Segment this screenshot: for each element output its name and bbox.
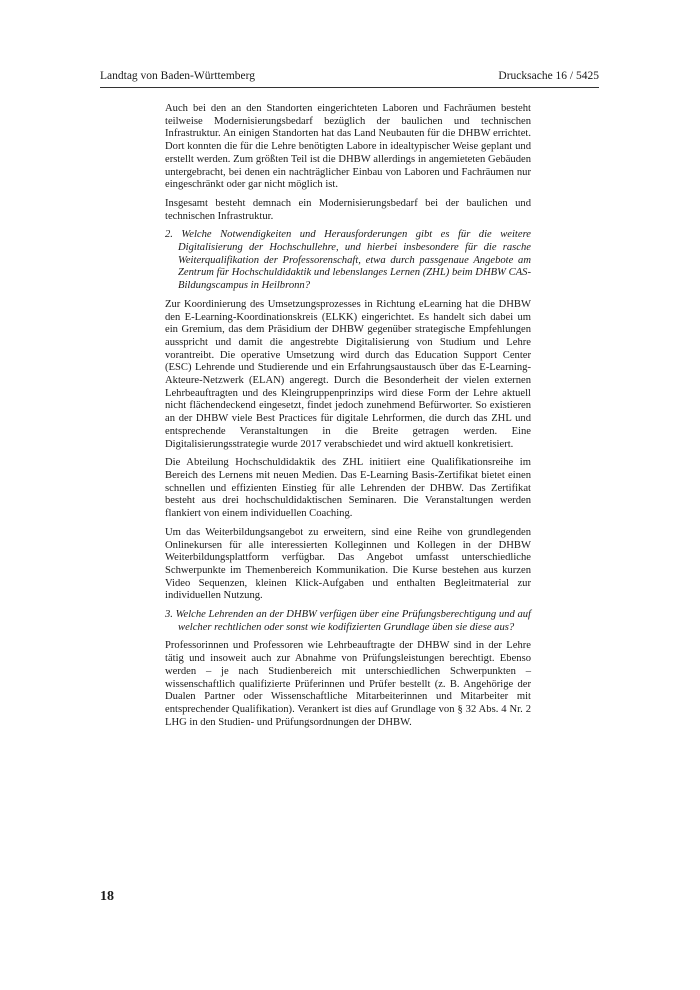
running-header: [100, 69, 599, 83]
header-publisher: Landtag von Baden-Württemberg: [100, 70, 255, 82]
header-document-number: Drucksache 16 / 5425: [498, 70, 599, 82]
question-3: 3. Welche Lehrenden an der DHBW verfügen über eine Prüfungsberechtigung und auf welcher rechtlichen oder sonst wie kodifizierten Grundlage üben sie diese aus?: [165, 609, 531, 633]
paragraph: Um das Weiterbildungsangebot zu erweitern, sind eine Reihe von grundlegenden Onlinekursen für alle interessierten Kolleginnen und Kollegen in der DHBW Weiterbildungsplattform verfügbar. Das Angebot umfasst unterschiedliche Schwerpunkte im Themenbereich Kommunikation. Die Kurse bestehen aus kurzen Video Sequenzen, kleinen Klick-Aufgaben und enthalten Begleitmaterial zur individuellen Nutzung.: [165, 526, 531, 602]
header-divider: [100, 87, 599, 88]
paragraph: Auch bei den an den Standorten eingerichteten Laboren und Fachräumen besteht teilweise Modernisierungsbedarf bezüglich der baulichen und technischen Infrastruktur. An einigen Standorten hat das Land Neubauten für die DHBW errichtet. Dort konnten die für die Lehre benötigten Labore in idealtypischer Weise geplant und erstellt werden. Zum größten Teil ist die DHBW allerdings in angemieteten Gebäuden untergebracht, bei denen ein nachträglicher Einbau von Laboren und Fachräumen nur eingeschränkt oder gar nicht möglich ist.: [165, 103, 531, 191]
page-number: 18: [100, 889, 114, 904]
question-2: 2. Welche Notwendigkeiten und Herausforderungen gibt es für die weitere Digitalisierung der Hochschullehre, und hierbei insbesondere für die rasche Weiterqualifikation der Professorenschaft, etwa durch passgenaue Angebote am Zentrum für Hochschuldidaktik und lebenslanges Lernen (ZHL) beim DHBW CAS-Bildungscampus in Heilbronn?: [165, 229, 531, 292]
paragraph: Insgesamt besteht demnach ein Modernisierungsbedarf bei der baulichen und technischen Infrastruktur.: [165, 197, 531, 222]
page-body: [165, 103, 531, 735]
paragraph: Professorinnen und Professoren wie Lehrbeauftragte der DHBW sind in der Lehre tätig und insoweit auch zur Abnahme von Prüfungsleistungen berechtigt. Ebenso werden – je nach Studienbereich mit unterschiedlichen Schwerpunkten – wissenschaftlich qualifizierte Prüferinnen und Prüfer bestellt (z. B. Angehörige der Dualen Partner oder Wissenschaftliche Mitarbeiterinnen und Mitarbeiter mit entsprechender Qualifikation). Verankert ist dies auf Grundlage von § 32 Abs. 4 Nr. 2 LHG in den Studien- und Prüfungsordnungen der DHBW.: [165, 640, 531, 728]
paragraph: Zur Koordinierung des Umsetzungsprozesses in Richtung eLearning hat die DHBW den E-Learning-Koordinationskreis (ELKK) eingerichtet. Es handelt sich dabei um ein Gremium, das dem Präsidium der DHBW gegenüber strategische Empfehlungen ausspricht und damit die angestrebte Digitalisierung von Studium und Lehre vorantreibt. Die operative Umsetzung wird durch das Education Support Center (ESC) Lehrende und Studierende und ein Erfahrungsaustausch über das E-Learning-Akteure-Netzwerk (ELAN) angeregt. Durch die Besonderheit der vielen externen Lehrbeauftragten und des Kleingruppenprinzips wird diese Form der Lehre aktuell nicht flächendeckend eingesetzt, findet jedoch zunehmend Befürworter. So existieren an der DHBW viele Best Practices für digitale Lehrformen, die durch das ZHL und entsprechende Veranstaltungen in die Breite getragen werden. Eine Digitalisierungsstrategie wurde 2017 verabschiedet und wird aktuell konkretisiert.: [165, 298, 531, 450]
paragraph: Die Abteilung Hochschuldidaktik des ZHL initiiert eine Qualifikationsreihe im Bereich des Lernens mit neuen Medien. Das E-Learning Basis-Zertifikat bietet einen schnellen und effizienten Einstieg für alle Lehrenden der DHBW. Das Zertifikat besteht aus drei hochschuldidaktischen Seminaren. Die Veranstaltungen werden flankiert von einem individuellen Coaching.: [165, 457, 531, 520]
